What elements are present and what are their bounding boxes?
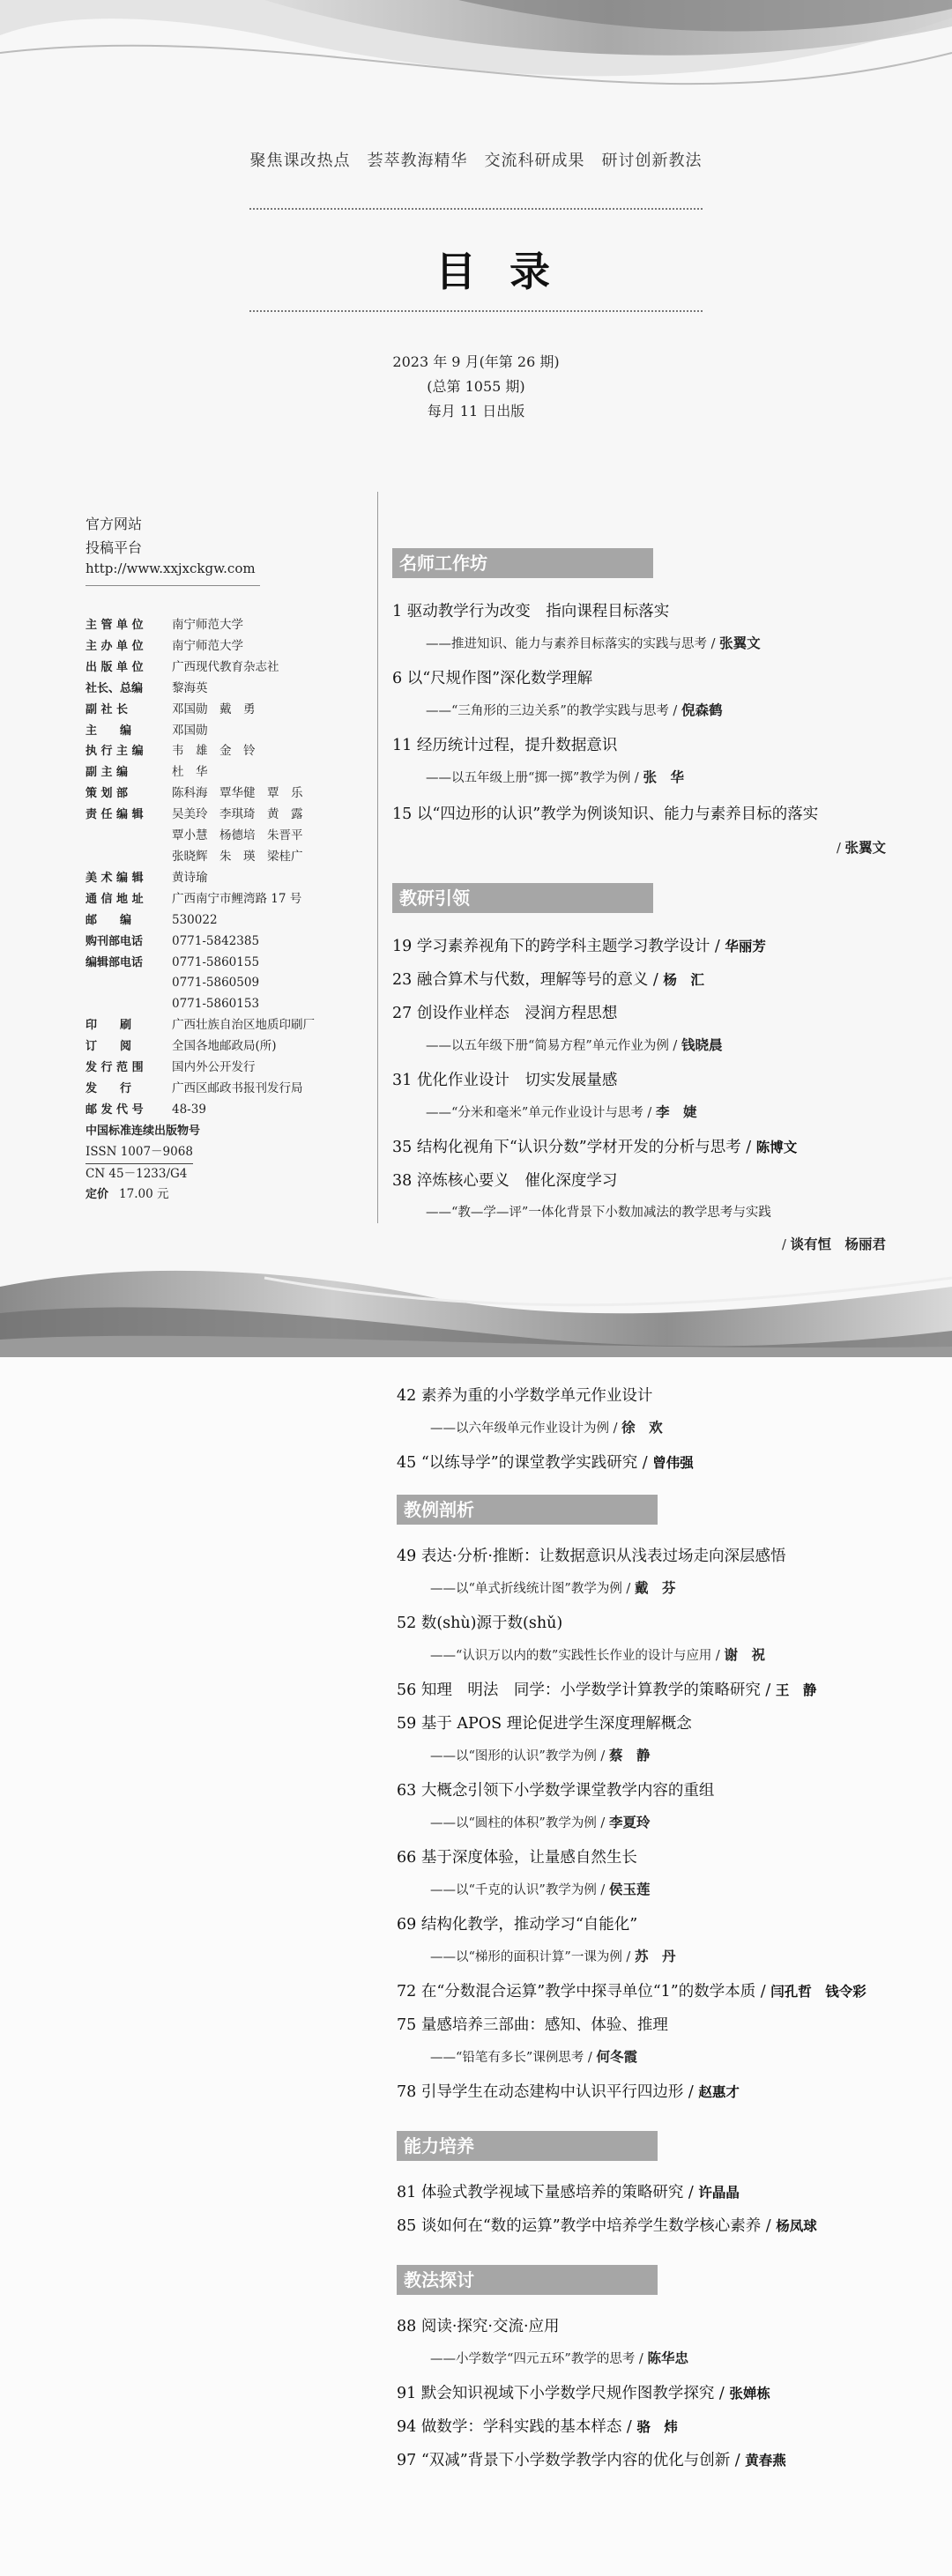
masthead-row: [86, 783, 368, 805]
toc-entry[interactable]: 66 基于深度体验，让量感自然生长: [397, 1849, 637, 1867]
masthead-label: 责 任 编 辑: [86, 808, 144, 822]
masthead-value: 韦 雄 金 铃: [172, 744, 256, 759]
std-serial-title-row: [86, 1121, 368, 1142]
masthead-label: 订 阅: [86, 1040, 132, 1054]
author: 陈华忠: [647, 2350, 688, 2366]
issue-date: 2023 年 9 月(年第 26 期): [392, 353, 560, 370]
masthead-value: 广西壮族自治区地质印刷厂: [172, 1018, 315, 1033]
masthead-value: 国内外公开发行: [172, 1060, 256, 1075]
toc-entry[interactable]: 97 “双减”背景下小学数学教学内容的优化与创新 / 黄春燕: [397, 2452, 786, 2469]
masthead-row: [86, 741, 368, 762]
toc-subtitle: ——“认识万以内的数”实践性长作业的设计与应用 / 谢 祝: [430, 1647, 765, 1663]
masthead-label: 编辑部电话: [86, 955, 144, 969]
section-tag: 名师工作坊: [392, 548, 653, 578]
masthead-row: [86, 1036, 368, 1058]
toc-entry[interactable]: 85 谈如何在“数的运算”教学中培养学生数学核心素养 / 杨凤球: [397, 2217, 817, 2235]
toc-subtitle: ——推进知识、能力与素养目标落实的实践与思考 / 张翼文: [426, 635, 761, 651]
author: 何冬霞: [596, 2049, 637, 2065]
masthead-value: 张晓辉 朱 瑛 梁桂广: [172, 849, 303, 864]
toc-subtitle: / 张翼文: [836, 840, 886, 856]
toc-entry[interactable]: 38 淬炼核心要义 催化深度学习: [392, 1172, 618, 1190]
toc-entry[interactable]: 63 大概念引领下小学数学课堂教学内容的重组: [397, 1782, 715, 1800]
masthead-row: [86, 762, 368, 783]
dotted-divider: [249, 310, 703, 312]
masthead-value: 0771-5860153: [172, 997, 260, 1012]
author: 杨凤球: [776, 2218, 817, 2234]
masthead-value: 覃小慧 杨德培 朱晋平: [172, 828, 303, 843]
toc-subtitle: ——以“单式折线统计图”教学为例 / 戴 芬: [430, 1580, 676, 1596]
toc-entry[interactable]: 69 结构化教学，推动学习“自能化”: [397, 1916, 638, 1934]
toc-entry[interactable]: 27 创设作业样态 浸润方程思想: [392, 1005, 618, 1022]
author: 许晶晶: [698, 2185, 740, 2201]
masthead-row: [86, 1015, 368, 1036]
toc-subtitle: ——“教—学—评”一体化背景下小数加减法的教学思考与实践: [426, 1206, 771, 1220]
author: 闫孔哲 钱令彩: [770, 1984, 866, 2000]
sidebar-divider: [86, 585, 260, 586]
toc-entry[interactable]: 15 以“四边形的认识”教学为例谈知识、能力与素养目标的落实: [392, 805, 819, 823]
masthead-label: 副 主 编: [86, 766, 129, 780]
toc-entry[interactable]: 11 经历统计过程，提升数据意识: [392, 737, 618, 754]
toc-subtitle: / 谈有恒 杨丽君: [781, 1236, 886, 1252]
column-divider: [377, 492, 378, 1223]
masthead-value: 广西现代教育杂志社: [172, 659, 279, 674]
masthead-value: 南宁师范大学: [172, 618, 243, 632]
toc-subtitle: ——以“圆柱的体积”教学为例 / 李夏玲: [430, 1815, 651, 1830]
masthead-row: [86, 1079, 368, 1100]
masthead-label: 副 社 长: [86, 702, 129, 716]
sidebar-links: [86, 509, 271, 600]
toc-entry[interactable]: 81 体验式教学视域下量感培养的策略研究 / 许晶晶: [397, 2184, 740, 2201]
author: 戴 芬: [634, 1580, 676, 1596]
page-title: 目录: [435, 248, 584, 295]
masthead-value: 广西南宁市鲤湾路 17 号: [172, 891, 302, 906]
toc-entry[interactable]: 72 在“分数混合运算”教学中探寻单位“1”的数学本质 / 闫孔哲 钱令彩: [397, 1983, 866, 2001]
author: 张 华: [643, 769, 684, 785]
author: 李 婕: [655, 1104, 697, 1120]
toc-subtitle: ——“铅笔有多长”课例思考 / 何冬霞: [430, 2049, 637, 2065]
author: 陈博文: [755, 1140, 798, 1155]
toc-entry[interactable]: 88 阅读·探究·交流·应用: [397, 2318, 560, 2335]
section-tag: 能力培养: [397, 2131, 658, 2161]
tagline: 聚焦课改热点 荟萃教海精华 交流科研成果 研讨创新教法: [249, 152, 703, 170]
masthead-label: 策 划 部: [86, 787, 129, 801]
cn-number-row: [86, 1164, 368, 1185]
toc-entry[interactable]: 78 引导学生在动态建构中认识平行四边形 / 赵惠才: [397, 2083, 740, 2101]
toc-entry[interactable]: 31 优化作业设计 切实发展量感: [392, 1072, 618, 1089]
masthead-row: [86, 953, 368, 974]
top-wave-decoration: [0, 0, 952, 106]
masthead-row: [86, 889, 368, 910]
masthead-label: 出 版 单 位: [86, 660, 144, 674]
price-label: 定价: [86, 1188, 109, 1202]
masthead-label: 美 术 编 辑: [86, 871, 144, 885]
toc-entry[interactable]: 23 融合算术与代数，理解等号的意义 / 杨 汇: [392, 971, 704, 989]
masthead-label: [86, 994, 172, 1015]
masthead-row: [86, 826, 368, 847]
masthead-row: [86, 994, 368, 1015]
masthead-row: [86, 657, 368, 679]
masthead-value: 南宁师范大学: [172, 638, 243, 653]
submission-label: 投稿平台: [86, 539, 143, 556]
masthead-label: 通 信 地 址: [86, 892, 144, 906]
price-value: 17.00 元: [119, 1187, 169, 1202]
author: 倪森鹤: [681, 702, 723, 718]
masthead-label: 购刊部电话: [86, 934, 144, 948]
toc-subtitle: ——以“千克的认识”教学为例 / 侯玉莲: [430, 1882, 651, 1897]
section-tag: 教法探讨: [397, 2265, 658, 2295]
toc-entry[interactable]: 56 知理 明法 同学：小学数学计算教学的策略研究 / 王 静: [397, 1681, 817, 1699]
dotted-divider: [249, 208, 703, 210]
bottom-wave-decoration: [0, 1251, 952, 1357]
masthead-value: 黎海英: [172, 680, 208, 695]
masthead: [86, 615, 368, 1206]
masthead-row: [86, 932, 368, 953]
masthead-row: [86, 973, 368, 994]
masthead-label: 邮 编: [86, 913, 132, 927]
masthead-label: 主 编: [86, 724, 132, 738]
masthead-label: 发 行: [86, 1081, 132, 1095]
masthead-value: 吴美玲 李琪琦 黄 露: [172, 807, 303, 822]
masthead-label: [86, 847, 172, 868]
masthead-value: 黄诗瑜: [172, 870, 208, 885]
toc-subtitle: ——以五年级上册“掷一掷”教学为例 / 张 华: [426, 769, 684, 785]
toc-entry[interactable]: 35 结构化视角下“认识分数”学材开发的分析与思考 / 陈博文: [392, 1139, 798, 1156]
toc-page-2: [0, 1357, 952, 2576]
masthead-row: [86, 1058, 368, 1079]
toc-subtitle: ——以六年级单元作业设计为例 / 徐 欢: [430, 1420, 663, 1436]
std-serial-title: 中国标准连续出版物号: [86, 1124, 201, 1138]
masthead-value: 0771-5860509: [172, 976, 260, 991]
toc-entry[interactable]: 75 量感培养三部曲：感知、体验、推理: [397, 2016, 668, 2034]
author: 谈有恒 杨丽君: [790, 1236, 886, 1252]
author: 黄春燕: [745, 2453, 786, 2468]
toc-subtitle: ——“三角形的三边关系”的教学实践与思考 / 倪森鹤: [426, 702, 723, 718]
masthead-label: 主 办 单 位: [86, 639, 144, 653]
masthead-row: [86, 679, 368, 700]
section-tag: 教例剖析: [397, 1495, 658, 1525]
masthead-value: 广西区邮政书报刊发行局: [172, 1080, 303, 1095]
masthead-label: [86, 826, 172, 847]
masthead-value: 全国各地邮政局(所): [172, 1039, 277, 1054]
masthead-value: 530022: [172, 912, 218, 927]
author: 侯玉莲: [608, 1882, 651, 1897]
issn-number-row: [86, 1142, 368, 1164]
masthead-value: 邓国勋 戴 勇: [172, 702, 256, 716]
masthead-value: 陈科海 覃华健 覃 乐: [172, 786, 303, 801]
masthead-value: 0771-5842385: [172, 933, 260, 948]
author: 赵惠才: [698, 2084, 740, 2100]
toc-subtitle: ——小学数学“四元五环”教学的思考 / 陈华忠: [430, 2350, 688, 2366]
toc-entry[interactable]: 1 驱动教学行为改变 指向课程目标落实: [392, 603, 670, 620]
toc-entry[interactable]: 49 表达·分析·推断：让数据意识从浅表过场走向深层感悟: [397, 1548, 786, 1565]
author: 张翼文: [844, 840, 886, 856]
toc-entry[interactable]: 45 “以练导学”的课堂教学实践研究 / 曾伟强: [397, 1454, 694, 1472]
masthead-row: [86, 700, 368, 721]
cn-number: CN 45－1233/G4: [86, 1166, 188, 1181]
masthead-label: 邮 发 代 号: [86, 1102, 144, 1117]
masthead-label: 发 行 范 围: [86, 1061, 144, 1075]
masthead-row: [86, 868, 368, 889]
masthead-label: 执 行 主 编: [86, 745, 144, 759]
toc-entry[interactable]: 94 做数学：学科实践的基本样态 / 骆 炜: [397, 2418, 678, 2436]
issn-number: ISSN 1007－9068: [86, 1142, 193, 1164]
author: 蔡 静: [608, 1748, 651, 1763]
issue-total: (总第 1055 期): [427, 378, 525, 395]
masthead-value: 0771-5860155: [172, 954, 260, 969]
author: 张翼文: [719, 635, 761, 651]
masthead-row: [86, 910, 368, 932]
author: 骆 炜: [636, 2419, 678, 2435]
author: 谢 祝: [724, 1647, 765, 1663]
author: 王 静: [775, 1682, 817, 1698]
masthead-row: [86, 636, 368, 657]
masthead-label: 主 管 单 位: [86, 619, 144, 632]
masthead-label: 社长、总编: [86, 681, 144, 695]
toc-subtitle: ——以“梯形的面积计算”一课为例 / 苏 丹: [430, 1949, 676, 1964]
masthead-row: [86, 847, 368, 868]
author: 苏 丹: [634, 1949, 676, 1964]
author: 杨 汇: [663, 972, 704, 988]
toc-subtitle: ——以“图形的认识”教学为例 / 蔡 静: [430, 1748, 651, 1763]
masthead-row: [86, 1100, 368, 1121]
author: 曾伟强: [652, 1455, 694, 1471]
masthead-value: 48-39: [172, 1102, 206, 1117]
masthead-label: [86, 973, 172, 994]
masthead-value: 杜 华: [172, 765, 208, 780]
author: 张婵栋: [729, 2386, 770, 2402]
toc-entry[interactable]: 42 素养为重的小学数学单元作业设计: [397, 1387, 653, 1405]
issue-schedule: 每月 11 日出版: [427, 403, 525, 419]
website-link[interactable]: http://www.xxjxckgw.com: [86, 560, 256, 576]
masthead-row: [86, 805, 368, 826]
author: 钱晓晨: [681, 1037, 723, 1053]
masthead-value: 邓国勋: [172, 723, 208, 738]
toc-entry[interactable]: 91 默会知识视域下小学数学尺规作图教学探究 / 张婵栋: [397, 2385, 770, 2402]
masthead-row: [86, 615, 368, 636]
toc-entry[interactable]: 52 数(shù)源于数(shǔ): [397, 1615, 563, 1632]
toc-entry[interactable]: 19 学习素养视角下的跨学科主题学习教学设计 / 华丽芳: [392, 938, 766, 955]
masthead-label: 印 刷: [86, 1019, 132, 1033]
author: 李夏玲: [608, 1815, 651, 1830]
masthead-row: [86, 721, 368, 742]
toc-subtitle: ——以五年级下册“简易方程”单元作业为例 / 钱晓晨: [426, 1037, 723, 1053]
price-row: [86, 1184, 368, 1206]
toc-entry[interactable]: 59 基于 APOS 理论促进学生深度理解概念: [397, 1715, 692, 1733]
section-tag: 教研引领: [392, 883, 653, 913]
official-site-label: 官方网站: [86, 516, 143, 532]
toc-entry[interactable]: 6 以“尺规作图”深化数学理解: [392, 670, 593, 687]
author: 华丽芳: [725, 939, 766, 954]
author: 徐 欢: [621, 1420, 663, 1436]
toc-subtitle: ——“分米和毫米”单元作业设计与思考 / 李 婕: [426, 1104, 697, 1120]
